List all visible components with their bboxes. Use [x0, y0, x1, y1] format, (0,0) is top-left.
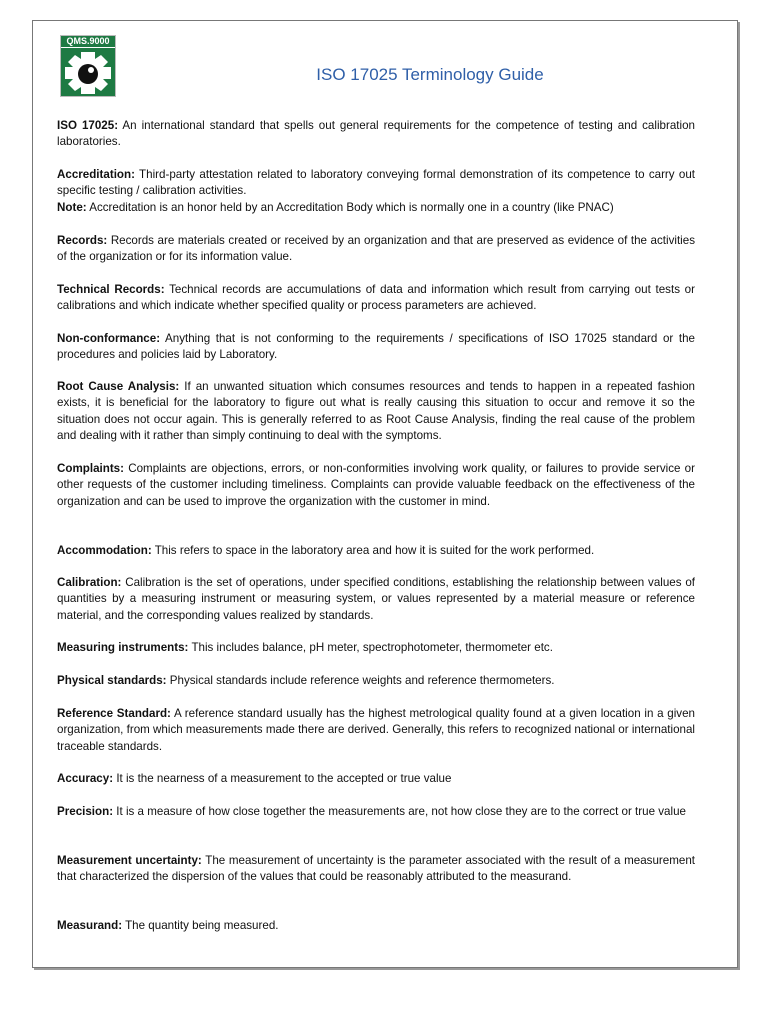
- logo-text: QMS.9000: [61, 36, 115, 48]
- term: Measurement uncertainty:: [57, 854, 202, 867]
- term: Accommodation:: [57, 544, 152, 557]
- definition: It is the nearness of a measurement to the accepted or true value: [116, 772, 452, 785]
- term-entry: [57, 706, 695, 755]
- term-entry: [57, 282, 695, 315]
- definition: Calibration is the set of operations, under specified conditions, establishing the relationship between values of quantities by a measuring instrument or measuring system, or values represented by a material measure or reference material, and the corresponding values realized by standards.: [57, 576, 695, 622]
- term-entry: [57, 673, 695, 689]
- definition: Physical standards include reference weights and reference thermometers.: [169, 674, 555, 687]
- term-entry: [57, 461, 695, 510]
- term-entry: [57, 771, 695, 787]
- note-text: Accreditation is an honor held by an Accreditation Body which is normally one in a country (like PNAC): [89, 200, 614, 214]
- definition: Records are materials created or received by an organization and that are preserved as evidence of the activities of the organization or for its information value.: [57, 234, 695, 264]
- term-entry: [57, 167, 695, 216]
- page-title: ISO 17025 Terminology Guide: [316, 65, 544, 84]
- term: Technical Records:: [57, 283, 165, 296]
- term: Non-conformance:: [57, 332, 161, 345]
- term: Reference Standard:: [57, 707, 171, 720]
- term: Accuracy:: [57, 772, 114, 785]
- term: Measurand:: [57, 919, 123, 932]
- term: Root Cause Analysis:: [57, 380, 180, 393]
- term-entry: [57, 543, 695, 559]
- term: Precision:: [57, 805, 114, 818]
- definition: Anything that is not conforming to the requirements / specifications of ISO 17025 standard or the procedures and policies laid by Laboratory.: [57, 332, 695, 362]
- term-entry: [57, 118, 695, 151]
- term-entry: [57, 575, 695, 624]
- term: Complaints:: [57, 462, 124, 475]
- term: Physical standards:: [57, 674, 167, 687]
- term-entry: [57, 379, 695, 444]
- term: Accreditation:: [57, 168, 135, 181]
- term-entry: [57, 233, 695, 266]
- definition: Complaints are objections, errors, or non-conformities involving work quality, or failures to provide service or other requests of the customer including timeliness. Complaints can provide valuable feedback on the effectiveness of the organization and can be used to improve the organization with the customer in mind.: [57, 462, 695, 508]
- term: Records:: [57, 234, 108, 247]
- definition: Technical records are accumulations of data and information which result from carrying out tests or calibrations and which indicate whether specified quality or process parameters are achieved.: [57, 283, 695, 313]
- term: Measuring instruments:: [57, 641, 189, 654]
- definition: It is a measure of how close together the measurements are, not how close they are to the correct or true value: [116, 805, 686, 818]
- term-entry: [57, 918, 695, 934]
- term-entry: [57, 804, 695, 820]
- definition: Third-party attestation related to laboratory conveying formal demonstration of its competence to carry out specific testing / calibration activities.: [57, 168, 695, 198]
- definition: The quantity being measured.: [125, 919, 279, 932]
- definition: A reference standard usually has the highest metrological quality found at a given location in a given organization, from which measurements made there are derived. Generally, this refers to recognized national or international traceable standards.: [57, 707, 695, 753]
- term: Calibration:: [57, 576, 122, 589]
- definition: The measurement of uncertainty is the parameter associated with the result of a measurement that characterized the dispersion of the values that could be reasonably attributed to the measurand.: [57, 854, 695, 884]
- document-page: [32, 20, 738, 968]
- definition: This includes balance, pH meter, spectrophotometer, thermometer etc.: [191, 641, 553, 654]
- term-entry: [57, 640, 695, 656]
- definition: If an unwanted situation which consumes resources and tends to happen in a repeated fashion exists, it is beneficial for the laboratory to figure out what is really causing this situation to occur and remove it so the situation does not occur again. This is generally referred to as Root Cause Analysis, finding the real cause of the problem and dealing with it rather than simply continuing to deal with the symptoms.: [57, 380, 695, 442]
- note-term: Note:: [57, 200, 87, 214]
- definition: An international standard that spells out general requirements for the competence of testing and calibration laboratories.: [57, 119, 695, 149]
- definition: This refers to space in the laboratory area and how it is suited for the work performed.: [154, 544, 595, 557]
- term: ISO 17025:: [57, 119, 119, 132]
- term-entry: [57, 331, 695, 364]
- term-entry: [57, 853, 695, 886]
